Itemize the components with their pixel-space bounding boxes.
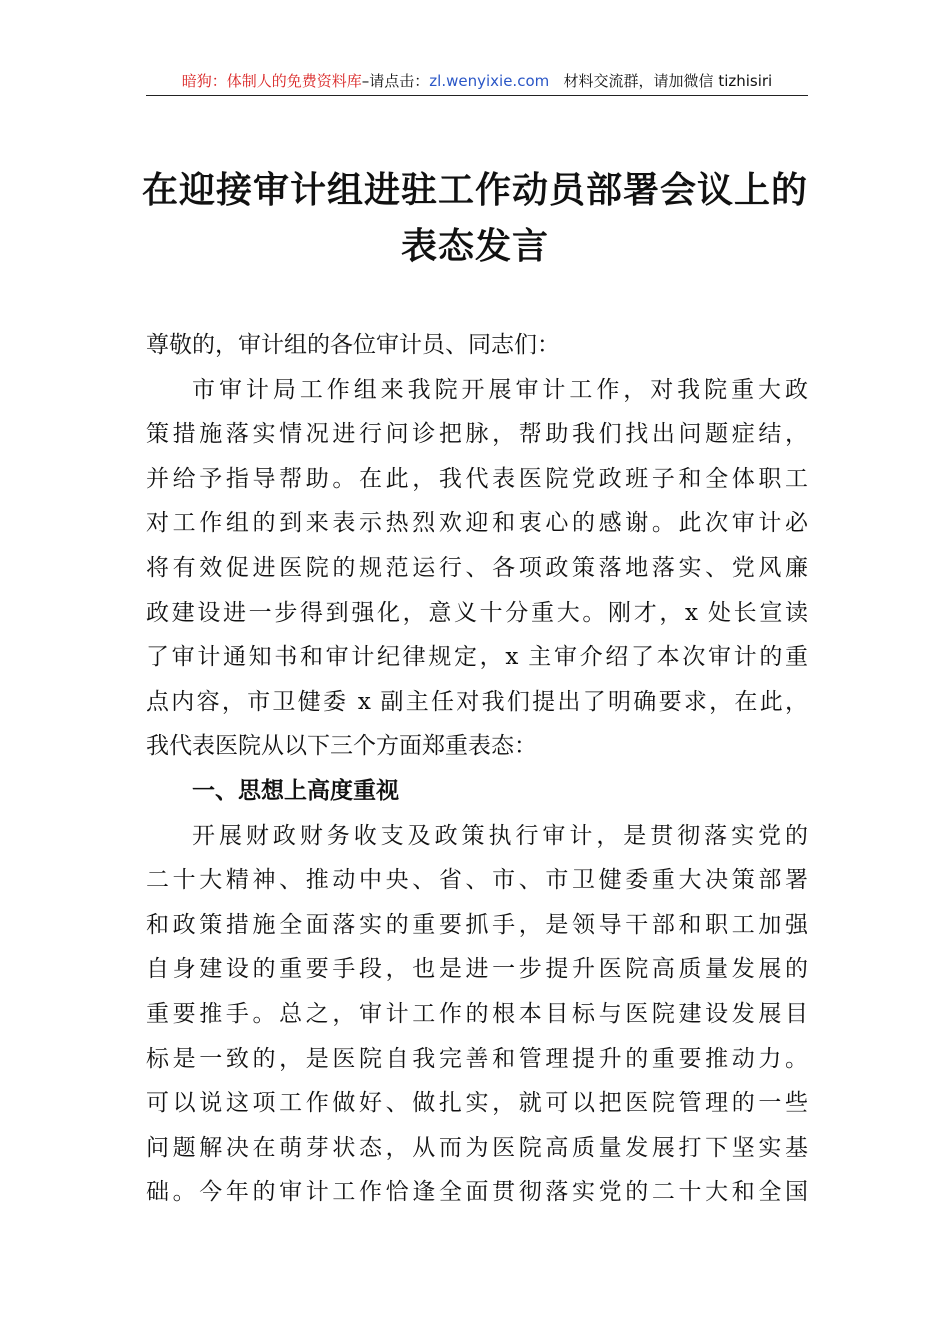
header-site-name: 暗狗：体制人的免费资料库 xyxy=(181,72,362,90)
paragraph-line: 二十大精神、推动中央、省、市、市卫健委重大决策部署 xyxy=(146,867,808,894)
paragraph-1 xyxy=(146,368,808,769)
document-title xyxy=(100,162,850,274)
paragraph-line: 可以说这项工作做好、做扎实，就可以把医院管理的一些 xyxy=(146,1090,808,1117)
paragraph-line: 并给予指导帮助。在此，我代表医院党政班子和全体职工 xyxy=(146,465,808,492)
paragraph-line: 市审计局工作组来我院开展审计工作，对我院重大政 xyxy=(192,376,808,403)
paragraph-line: 和政策措施全面落实的重要抓手，是领导干部和职工加强 xyxy=(146,911,808,938)
paragraph-line: 础。今年的审计工作恰逢全面贯彻落实党的二十大和全国 xyxy=(146,1179,808,1206)
section-heading-1: 一、思想上高度重视 xyxy=(192,777,399,804)
paragraph-line: 点内容，市卫健委 x 副主任对我们提出了明确要求，在此， xyxy=(146,688,808,715)
paragraph-line: 对工作组的到来表示热烈欢迎和衷心的感谢。此次审计必 xyxy=(146,510,808,537)
paragraph-2 xyxy=(146,814,808,1215)
header-divider xyxy=(146,95,808,96)
page-header xyxy=(146,70,808,94)
paragraph-line: 政建设进一步得到强化，意义十分重大。刚才，x 处长宣读 xyxy=(146,599,808,626)
paragraph-line: 我代表医院从以下三个方面郑重表态： xyxy=(146,733,537,760)
paragraph-line: 问题解决在萌芽状态，从而为医院高质量发展打下坚实基 xyxy=(146,1134,808,1161)
header-click-prompt: –请点击： xyxy=(361,72,430,90)
paragraph-line: 标是一致的，是医院自我完善和管理提升的重要推动力。 xyxy=(146,1045,808,1072)
header-link[interactable]: zl.wenyixie.com xyxy=(429,72,550,90)
header-wechat-note: 材料交流群，请加微信 tizhisiri xyxy=(563,72,773,90)
paragraph-line: 重要推手。总之，审计工作的根本目标与医院建设发展目 xyxy=(146,1000,808,1027)
title-line-1: 在迎接审计组进驻工作动员部署会议上的 xyxy=(141,169,808,211)
document-body xyxy=(146,323,808,1215)
salutation: 尊敬的，审计组的各位审计员、同志们： xyxy=(146,332,560,358)
paragraph-line: 自身建设的重要手段，也是进一步提升医院高质量发展的 xyxy=(146,956,808,983)
paragraph-line: 了审计通知书和审计纪律规定，x 主审介绍了本次审计的重 xyxy=(146,644,808,671)
title-line-2: 表态发言 xyxy=(400,225,549,267)
paragraph-line: 策措施落实情况进行问诊把脉，帮助我们找出问题症结， xyxy=(146,421,808,448)
paragraph-line: 将有效促进医院的规范运行、各项政策落地落实、党风廉 xyxy=(146,554,808,581)
paragraph-line: 开展财政财务收支及政策执行审计，是贯彻落实党的 xyxy=(192,822,808,849)
